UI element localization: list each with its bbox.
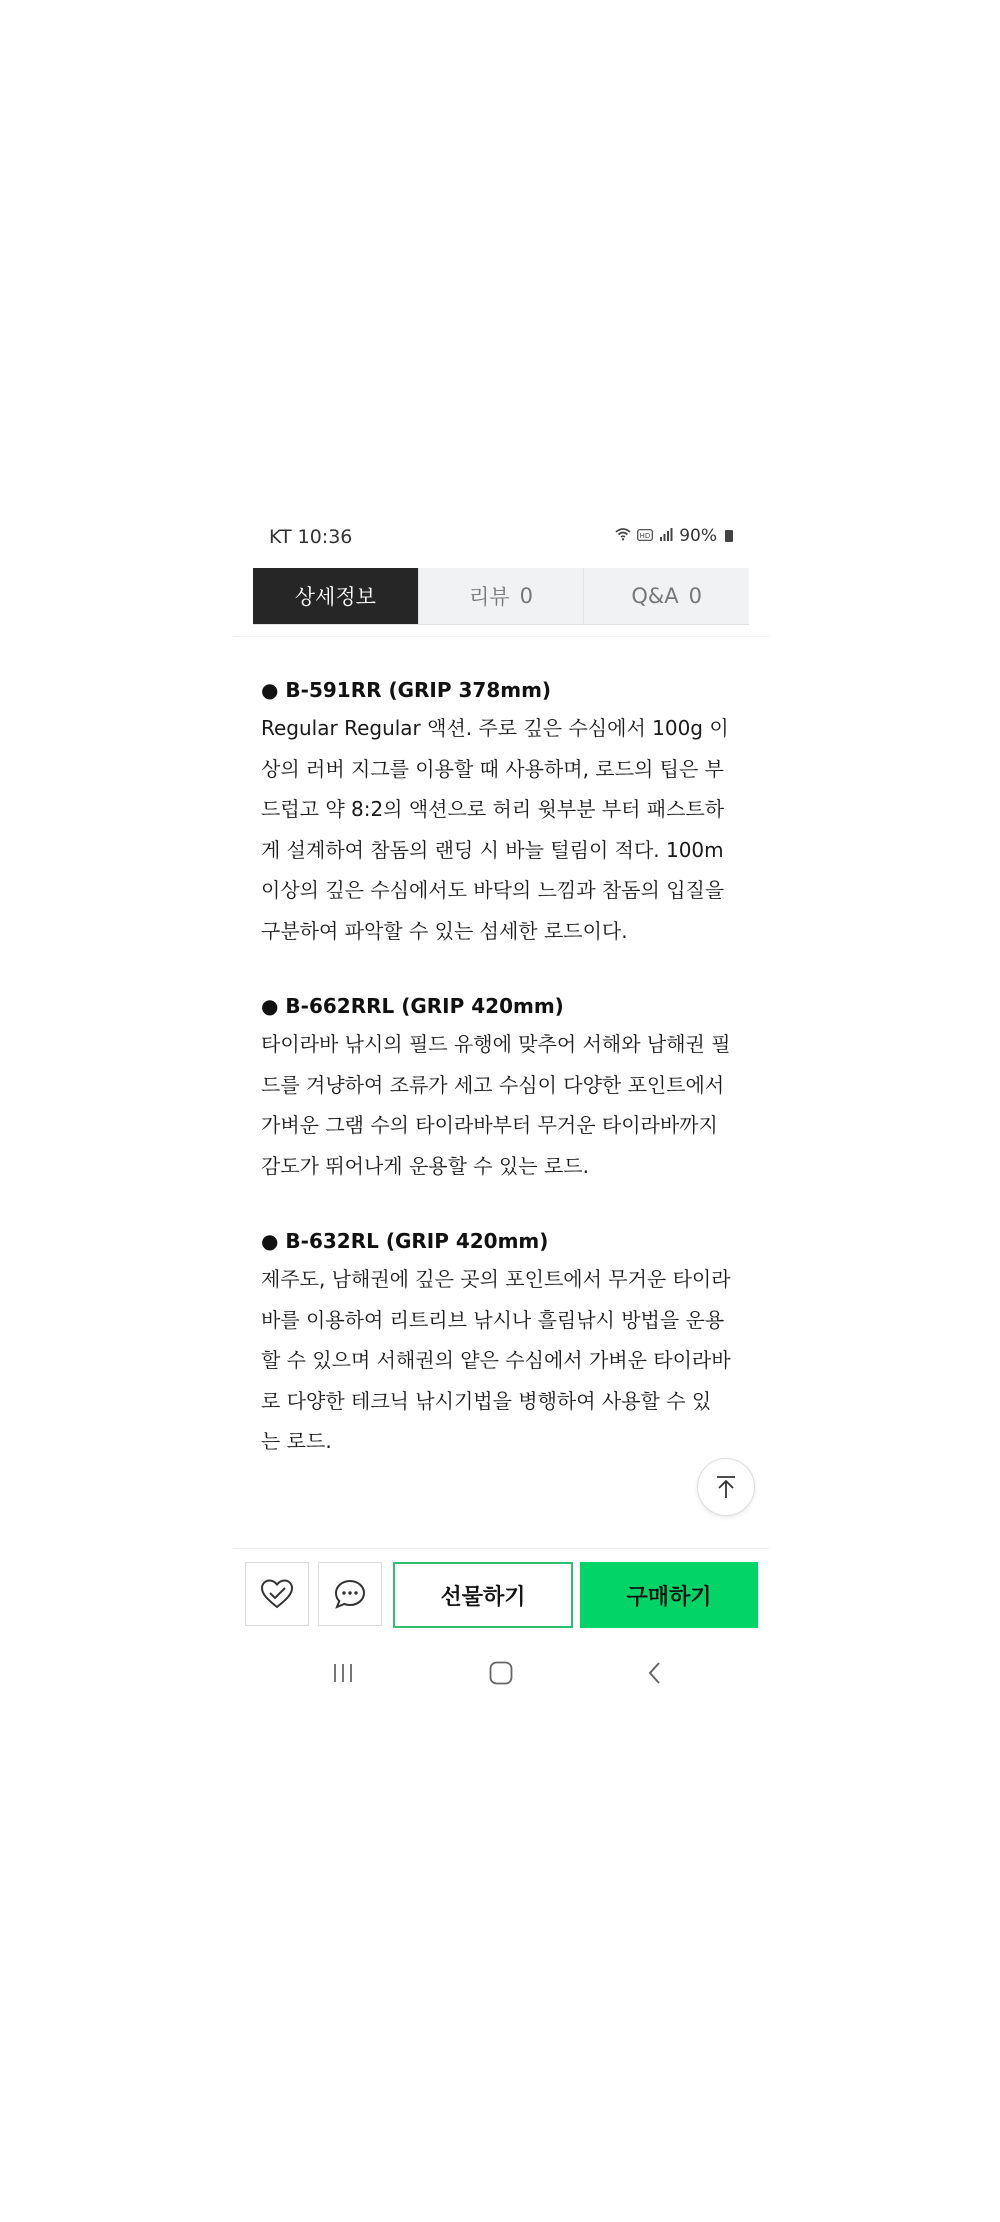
text-line: 구분하여 파악할 수 있는 섬세한 로드이다. (261, 918, 628, 943)
text-line: 할 수 있으며 서해권의 얕은 수심에서 가벼운 타이라바 (261, 1348, 731, 1372)
status-bar (233, 508, 769, 568)
wishlist-button[interactable] (245, 1562, 309, 1626)
heart-check-icon (259, 1578, 295, 1610)
wifi-icon (615, 527, 631, 545)
text-line: 드를 겨냥하여 조류가 세고 수심이 다양한 포인트에서 (261, 1072, 725, 1097)
tab-reviews-label: 리뷰 (469, 585, 510, 609)
arrow-up-icon (712, 1473, 740, 1501)
scroll-to-top-button[interactable] (697, 1458, 755, 1516)
product-section-b662rrl (261, 992, 751, 1186)
product-section-b591rr (261, 676, 751, 951)
svg-text:HD: HD (639, 532, 651, 540)
section-body (261, 708, 751, 951)
text-line: 가벼운 그램 수의 타이라바부터 무거운 타이라바까지 (261, 1113, 718, 1137)
signal-icon (659, 527, 673, 545)
battery-icon (725, 530, 733, 542)
hd-icon (637, 527, 653, 545)
tab-qna-label: Q&A (631, 584, 679, 608)
text-line: 제주도, 남해권에 깊은 곳의 포인트에서 무거운 타이라 (261, 1267, 731, 1291)
tab-details[interactable] (253, 568, 419, 624)
chat-button[interactable] (318, 1562, 382, 1626)
recent-apps-button[interactable] (323, 1656, 363, 1690)
product-section-b632rl (261, 1227, 751, 1462)
section-title: ● B-591RR (GRIP 378mm) (261, 678, 552, 702)
divider (233, 1548, 769, 1549)
home-button[interactable] (481, 1656, 521, 1690)
text-line: 이상의 깊은 수심에서도 바닥의 느낌과 참돔의 입질을 (261, 878, 725, 902)
recent-apps-icon (330, 1662, 356, 1684)
purchase-bar (245, 1562, 757, 1628)
tab-reviews-count: 0 (519, 584, 533, 608)
gift-button[interactable]: 선물하기 (393, 1562, 573, 1628)
product-description (261, 676, 751, 1503)
back-button[interactable] (635, 1656, 675, 1690)
carrier-time: KT 10:36 (269, 526, 353, 548)
text-line: Regular Regular 액션. 주로 깊은 수심에서 100g 이 (261, 716, 729, 740)
phone-screen (233, 508, 769, 1720)
divider (233, 636, 769, 637)
section-body (261, 1259, 751, 1462)
text-line: 게 설계하여 참돔의 랜딩 시 바늘 털림이 적다. 100m (261, 837, 724, 862)
section-title: ● B-662RRL (GRIP 420mm) (261, 994, 564, 1018)
battery-percent: 90% (679, 526, 717, 546)
text-line: 는 로드. (261, 1429, 332, 1453)
text-line: 바를 이용하여 리트리브 낚시나 흘림낚시 방법을 운용 (261, 1307, 725, 1332)
section-title: ● B-632RL (GRIP 420mm) (261, 1229, 549, 1253)
text-line: 드럽고 약 8:2의 액션으로 허리 윗부분 부터 패스트하 (261, 797, 725, 821)
section-body (261, 1024, 751, 1186)
system-nav-bar (233, 1644, 769, 1704)
text-line: 상의 러버 지그를 이용할 때 사용하며, 로드의 팁은 부 (261, 756, 724, 781)
tab-qna[interactable] (584, 568, 749, 624)
chat-bubble-icon (333, 1578, 367, 1610)
tab-qna-count: 0 (688, 584, 702, 608)
text-line: 감도가 뛰어나게 운용할 수 있는 로드. (261, 1153, 589, 1178)
tab-details-label: 상세정보 (294, 585, 376, 609)
tab-reviews[interactable] (419, 568, 585, 624)
buy-button[interactable]: 구매하기 (580, 1562, 758, 1628)
status-icons (615, 526, 733, 546)
tab-bar (253, 568, 749, 625)
home-icon (488, 1660, 514, 1686)
text-line: 로 다양한 테크닉 낚시기법을 병행하여 사용할 수 있 (261, 1388, 712, 1413)
back-icon (645, 1660, 665, 1686)
text-line: 타이라바 낚시의 필드 유행에 맞추어 서해와 남해권 필 (261, 1032, 731, 1056)
